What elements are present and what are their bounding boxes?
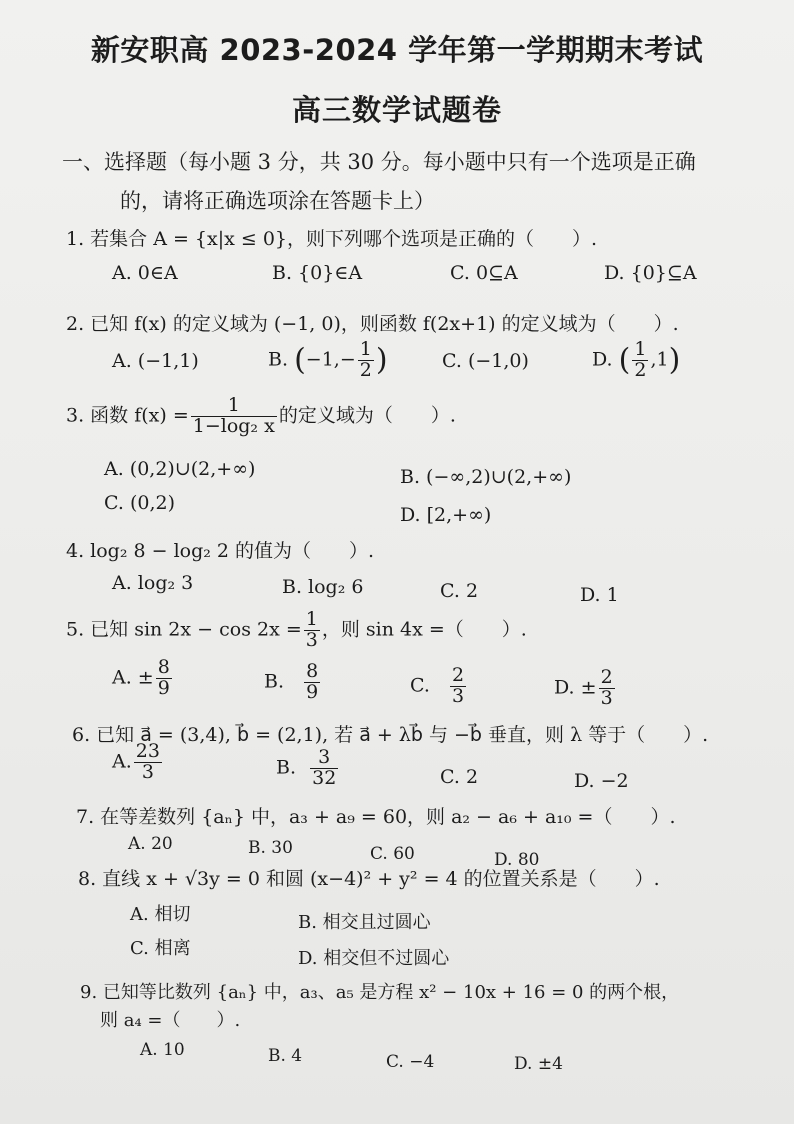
question-5-option-c	[410, 666, 468, 707]
question-7-option-a: A. 20	[128, 834, 173, 854]
fraction	[599, 668, 615, 709]
question-6-stem: 6. 已知 a⃗ = (3,4), b⃗ = (2,1), 若 a⃗ + λb⃗ 与 −b⃗ 垂直，则 λ 等于（ ）.	[72, 724, 709, 746]
denominator: 2	[634, 358, 647, 381]
fraction	[134, 742, 162, 783]
question-3-option-a: A. (0,2)∪(2,+∞)	[104, 458, 256, 480]
question-2-stem: 2. 已知 f(x) 的定义域为 (−1, 0)，则函数 f(2x+1) 的定义域为（ ）.	[66, 313, 679, 335]
fraction	[358, 340, 374, 381]
question-9-option-b: B. 4	[268, 1046, 303, 1066]
question-9-stem-line2: 则 a₄ =（ ）.	[100, 1010, 241, 1031]
question-4-option-c: C. 2	[440, 580, 479, 602]
question-8-option-a: A. 相切	[130, 904, 191, 925]
denominator: 2	[359, 358, 372, 381]
question-1-option-a: A. 0∈A	[112, 262, 178, 284]
denominator: 1−log₂ x	[192, 414, 275, 437]
numerator: 2	[452, 664, 465, 686]
question-8-option-c: C. 相离	[130, 938, 191, 959]
question-3-option-c: C. (0,2)	[104, 492, 175, 514]
close-paren: )	[375, 342, 388, 378]
denominator: 32	[312, 766, 337, 789]
interval-start: −1,−	[305, 348, 356, 371]
denominator: 9	[306, 680, 319, 703]
question-9-stem-line1: 9. 已知等比数列 {aₙ} 中，a₃、a₅ 是方程 x² − 10x + 16 = 0 的两个根，	[80, 982, 680, 1003]
numerator: 1	[359, 338, 372, 360]
numerator: 23	[135, 740, 160, 762]
denominator: 3	[452, 684, 465, 707]
option-letter: B.	[276, 756, 297, 779]
section-heading-line2: 的，请将正确选项涂在答题卡上）	[120, 189, 435, 213]
question-1-option-c: C. 0⊆A	[450, 262, 518, 284]
interval-end: ,1	[650, 348, 669, 371]
option-letter: D.	[592, 348, 613, 371]
section-heading-line1: 一、选择题（每小题 3 分，共 30 分。每小题中只有一个选项是正确	[62, 150, 696, 174]
numerator: 8	[306, 660, 319, 682]
stem-suffix: 的定义域为（ ）.	[278, 404, 456, 427]
option-letter: B.	[264, 670, 285, 693]
question-4-option-b: B. log₂ 6	[282, 576, 364, 598]
question-6-option-d: D. −2	[574, 770, 629, 792]
question-3-stem	[66, 396, 456, 437]
question-5-option-b	[264, 662, 322, 703]
question-5-option-a	[112, 658, 174, 699]
question-5-stem	[66, 610, 527, 651]
question-9-option-a: A. 10	[140, 1040, 185, 1060]
question-6-option-c: C. 2	[440, 766, 479, 788]
numerator: 1	[191, 396, 277, 417]
fraction	[304, 662, 320, 703]
option-letter: D. ±	[554, 676, 597, 699]
question-8-option-d: D. 相交但不过圆心	[298, 948, 450, 969]
close-paren: )	[668, 342, 681, 378]
question-2-option-b	[268, 340, 388, 381]
question-7-stem: 7. 在等差数列 {aₙ} 中，a₃ + a₉ = 60，则 a₂ − a₆ + a₁₀ =（ ）.	[76, 806, 676, 828]
question-9-option-d: D. ±4	[514, 1054, 563, 1074]
stem-suffix: ，则 sin 4x =（ ）.	[321, 618, 527, 641]
exam-subtitle: 高三数学试题卷	[291, 93, 502, 127]
denominator: 9	[157, 676, 170, 699]
question-2-option-a: A. (−1,1)	[112, 350, 199, 372]
stem-prefix: 5. 已知 sin 2x − cos 2x =	[66, 618, 302, 641]
question-8-option-b: B. 相交且过圆心	[298, 912, 431, 933]
option-letter: A.	[112, 750, 132, 773]
question-6-option-b	[276, 748, 340, 789]
denominator: 3	[600, 686, 613, 709]
option-letter: A. ±	[112, 666, 154, 689]
denominator: 3	[141, 760, 154, 783]
option-letter: C.	[410, 674, 430, 697]
option-letter: B.	[268, 348, 289, 371]
question-6-option-a	[112, 742, 164, 783]
question-4-option-d: D. 1	[580, 584, 619, 606]
fraction	[304, 610, 320, 651]
question-7-option-d: D. 80	[494, 850, 540, 870]
numerator: 1	[634, 338, 647, 360]
question-7-option-c: C. 60	[370, 844, 415, 864]
fraction	[310, 748, 338, 789]
question-1-option-b: B. {0}∈A	[272, 262, 363, 284]
question-2-option-d	[592, 340, 680, 381]
stem-prefix: 3. 函数 f(x) =	[66, 404, 189, 427]
question-9-option-c: C. −4	[386, 1052, 435, 1072]
fraction	[156, 658, 172, 699]
open-paren: (	[294, 342, 306, 378]
numerator: 8	[157, 656, 170, 678]
numerator: 3	[310, 748, 338, 769]
question-5-option-d	[554, 668, 617, 709]
question-3-option-b: B. (−∞,2)∪(2,+∞)	[400, 466, 572, 488]
numerator: 1	[305, 608, 318, 630]
denominator: 3	[305, 628, 318, 651]
fraction	[450, 666, 466, 707]
question-4-stem: 4. log₂ 8 − log₂ 2 的值为（ ）.	[66, 540, 375, 562]
question-1-stem: 1. 若集合 A = {x|x ≤ 0}，则下列哪个选项是正确的（ ）.	[66, 228, 598, 250]
question-4-option-a: A. log₂ 3	[112, 572, 194, 594]
fraction	[632, 340, 648, 381]
question-2-option-c: C. (−1,0)	[442, 350, 529, 372]
fraction	[191, 396, 277, 437]
question-8-stem: 8. 直线 x + √3y = 0 和圆 (x−4)² + y² = 4 的位置关系是（ ）.	[78, 868, 660, 890]
question-3-option-d: D. [2,+∞)	[400, 504, 492, 526]
question-7-option-b: B. 30	[248, 838, 293, 858]
open-paren: (	[618, 342, 631, 378]
exam-title: 新安职高 2023-2024 学年第一学期期末考试	[90, 33, 704, 67]
numerator: 2	[600, 666, 613, 688]
question-1-option-d: D. {0}⊆A	[604, 262, 697, 284]
